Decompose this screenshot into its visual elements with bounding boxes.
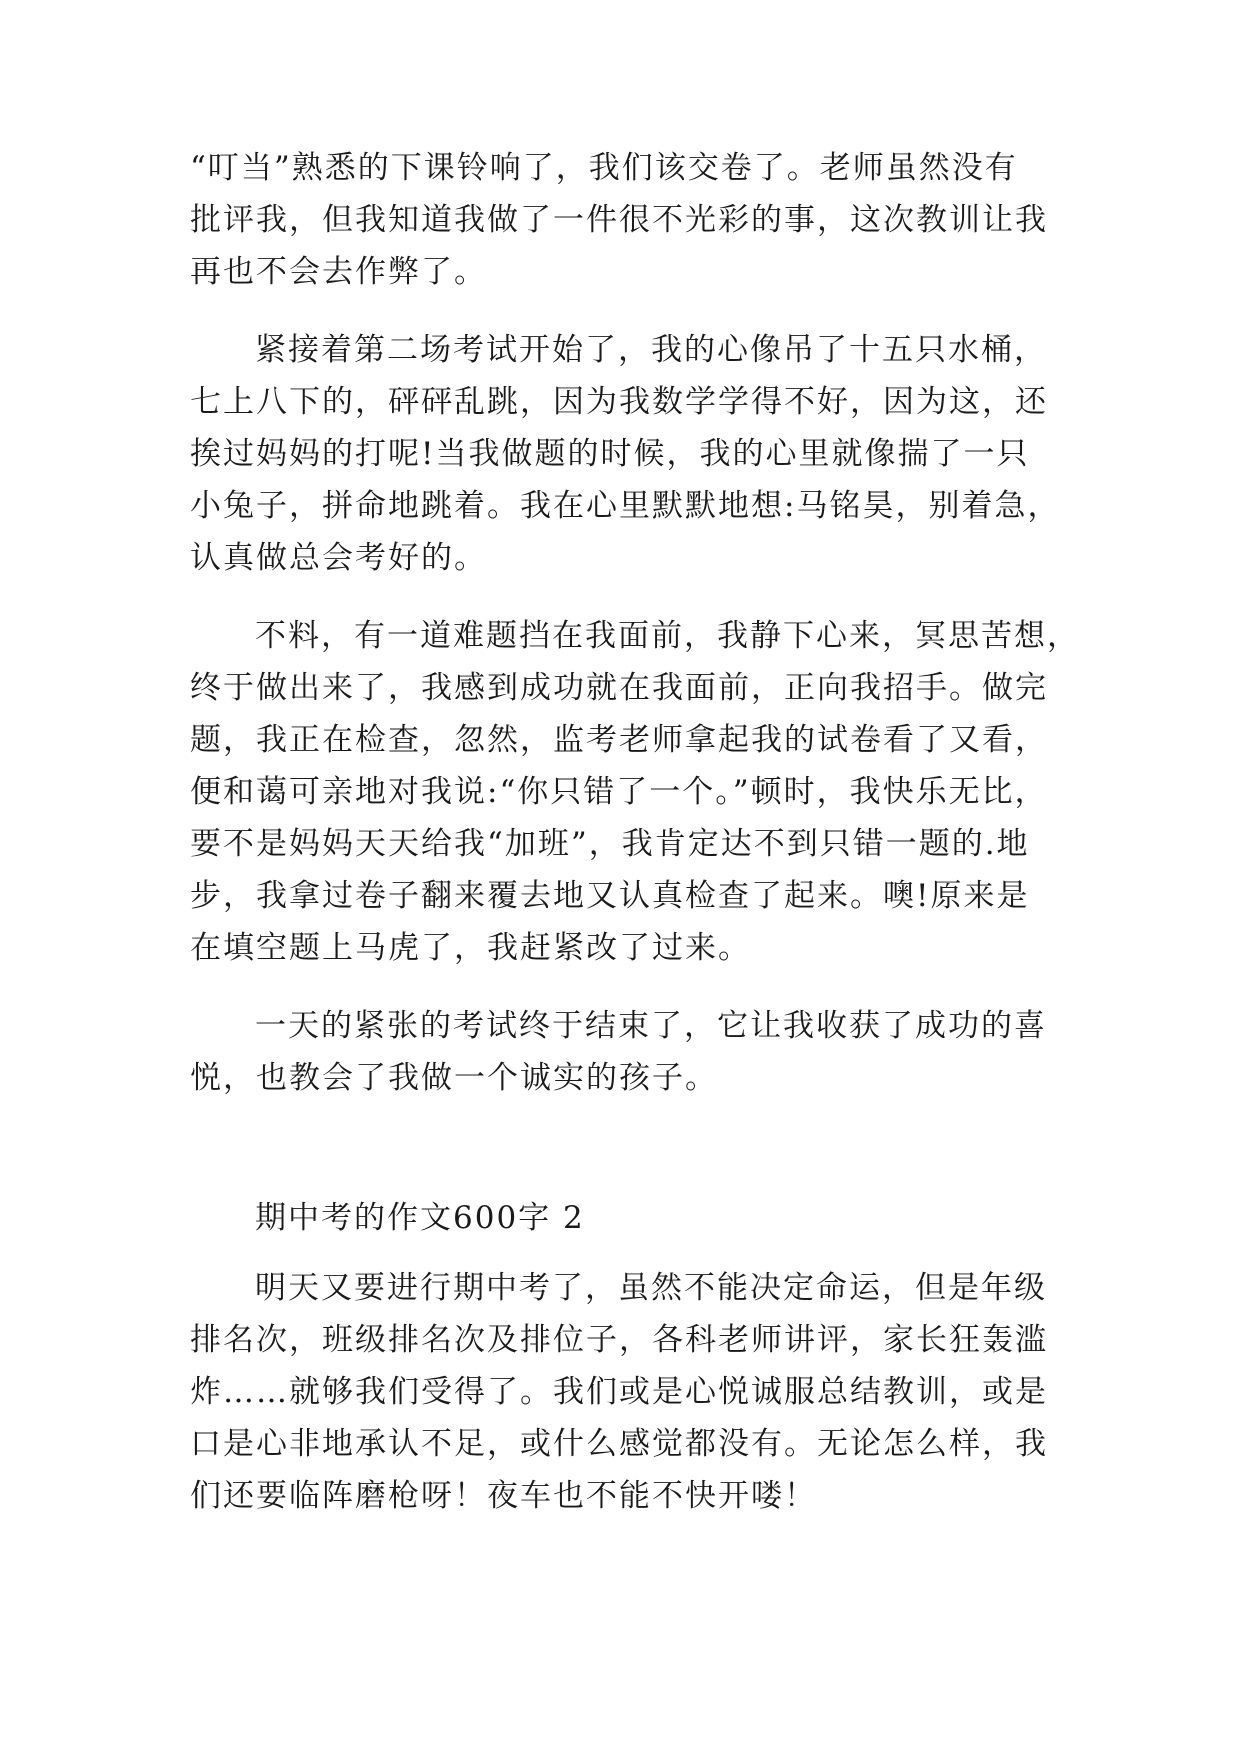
text-line: 们还要临阵磨枪呀！夜车也不能不快开喽！ <box>190 1478 817 1514</box>
section-heading: 期中考的作文600字 2 <box>255 1200 585 1236</box>
text-line: 要不是妈妈天天给我“加班”，我肯定达不到只错一题的.地 <box>190 826 1030 862</box>
paragraph-first-line: 一天的紧张的考试终于结束了，它让我收获了成功的喜 <box>255 1008 1047 1044</box>
text-line: 认真做总会考好的。 <box>190 540 487 576</box>
text-line: 小兔子，拼命地跳着。我在心里默默地想:马铭昊，别着急， <box>190 488 1061 524</box>
text-line: 悦，也教会了我做一个诚实的孩子。 <box>190 1060 718 1096</box>
paragraph-first-line: 明天又要进行期中考了，虽然不能决定命运，但是年级 <box>255 1270 1047 1306</box>
text-line: 炸……就够我们受得了。我们或是心悦诚服总结教训，或是 <box>190 1374 1048 1410</box>
text-line: 再也不会去作弊了。 <box>190 254 487 290</box>
text-line: 七上八下的，砰砰乱跳，因为我数学学得不好，因为这，还 <box>190 384 1048 420</box>
text-line: 批评我，但我知道我做了一件很不光彩的事，这次教训让我 <box>190 202 1048 238</box>
text-line: 口是心非地承认不足，或什么感觉都没有。无论怎么样，我 <box>190 1426 1048 1462</box>
text-line: 排名次，班级排名次及排位子，各科老师讲评，家长狂轰滥 <box>190 1322 1048 1358</box>
text-line: 题，我正在检查，忽然，监考老师拿起我的试卷看了又看， <box>190 722 1048 758</box>
text-line: “叮当”熟悉的下课铃响了，我们该交卷了。老师虽然没有 <box>190 150 1018 186</box>
paragraph-first-line: 不料，有一道难题挡在我面前，我静下心来，冥思苦想， <box>255 618 1080 654</box>
text-line: 终于做出来了，我感到成功就在我面前，正向我招手。做完 <box>190 670 1048 706</box>
paragraph-first-line: 紧接着第二场考试开始了，我的心像吊了十五只水桶， <box>255 332 1047 368</box>
text-line: 在填空题上马虎了，我赶紧改了过来。 <box>190 930 751 966</box>
text-line: 步，我拿过卷子翻来覆去地又认真检查了起来。噢!原来是 <box>190 878 1030 914</box>
text-line: 便和蔼可亲地对我说:“你只错了一个。”顿时，我快乐无比， <box>190 774 1048 810</box>
text-line: 挨过妈妈的打呢!当我做题的时候，我的心里就像揣了一只 <box>190 436 1030 472</box>
